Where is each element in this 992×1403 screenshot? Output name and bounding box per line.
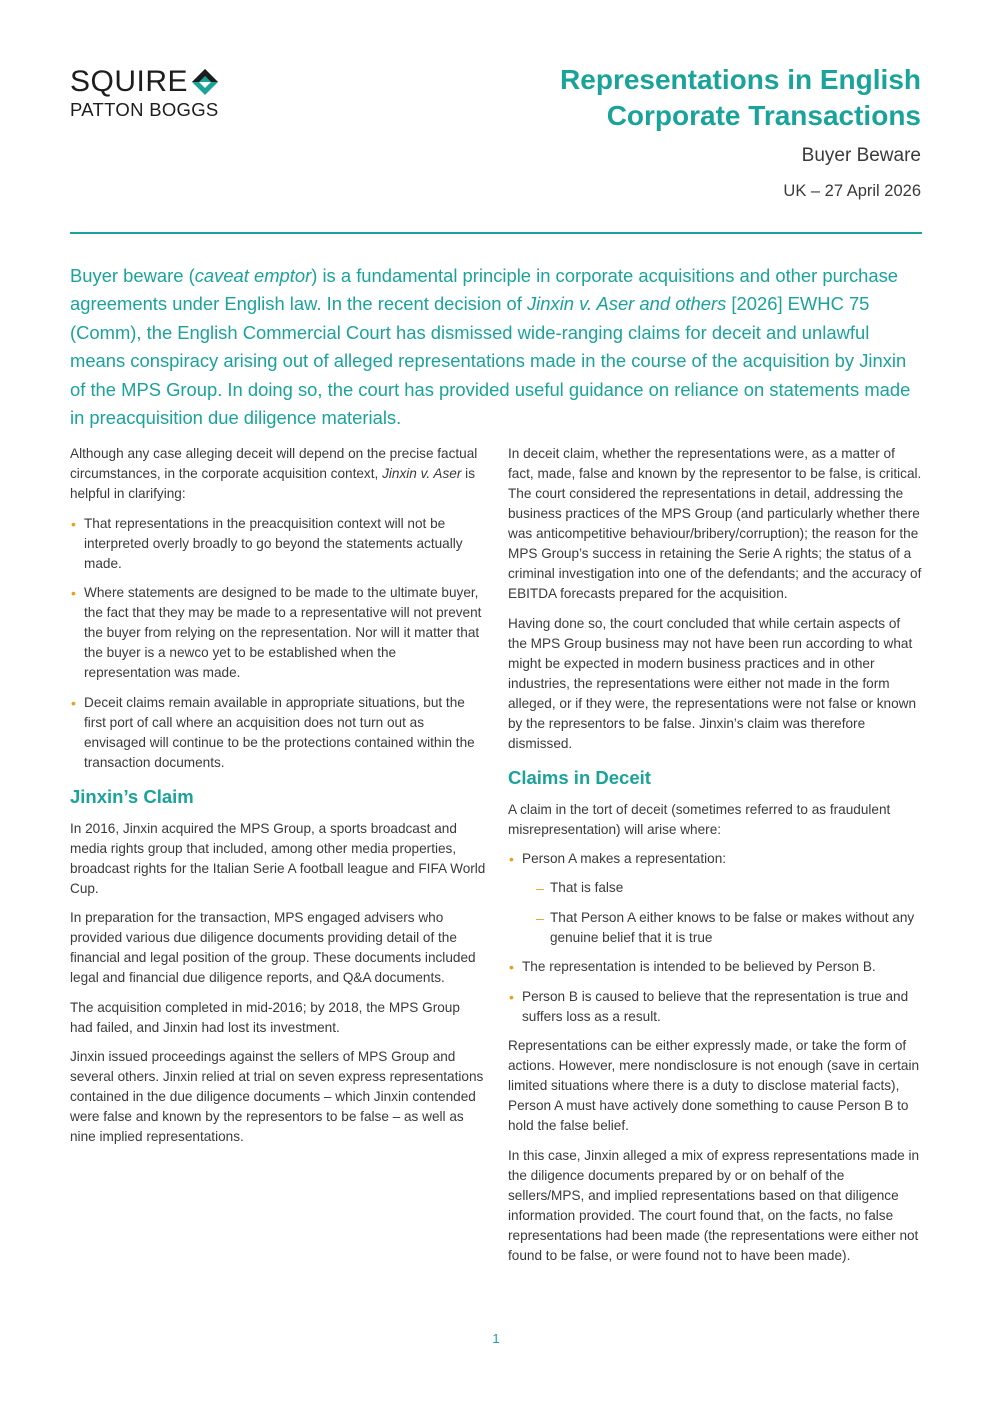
intro-paragraph <box>70 262 922 432</box>
left-opening-text-a: Although any case alleging deceit will depend on the precise factual circumstances, in the corporate acquisition context, <box>70 446 478 481</box>
list-item: • The representation is intended to be believed by Person B. <box>508 957 922 977</box>
document-subtitle: Buyer Beware <box>801 145 921 166</box>
title-line-2: Corporate Transactions <box>606 100 921 131</box>
intro-text-2: ) is a fundamental principle in corporate acquisitions and other purchase agreements under English law. In the recent decision of <box>70 265 899 315</box>
list-item: • Deceit claims remain available in appropriate situations, but the first port of call where an acquisition does not turn out as envisaged will continue to be the protections contained within the transaction documents. <box>70 693 486 773</box>
intro-emphasis-1: caveat emptor <box>194 265 312 286</box>
deceit-bullet-list <box>508 849 922 1027</box>
paragraph: In preparation for the transaction, MPS engaged advisers who provided various due diligence documents providing detail of the financial and legal position of the group. These documents included legal and financial due diligence reports, and Q&A documents. <box>70 910 476 985</box>
logo-wordmark <box>70 66 219 98</box>
list-item-text: Person A makes a representation: <box>522 851 727 866</box>
section-heading-claims-in-deceit: Claims in Deceit <box>508 766 651 788</box>
paragraph: In 2016, Jinxin acquired the MPS Group, a sports broadcast and media rights group that included, among other media properties, broadcast rights for the Italian Serie A football league and FIFA World Cup. <box>70 820 486 896</box>
left-opening-emphasis: Jinxin v. Aser <box>382 466 462 481</box>
list-item: • Where statements are designed to be made to the ultimate buyer, the fact that they may be made to a representative will not prevent the buyer from relying on the representation. Nor will it matter that the buyer is a newco yet to be established when the representation was made. <box>70 583 486 683</box>
title-line-1: Representations in English <box>560 64 921 95</box>
sub-list-item: – That Person A either knows to be false or makes without any genuine belief that it is true <box>522 908 922 948</box>
header <box>560 62 921 202</box>
left-bullet-list <box>70 514 486 773</box>
paragraph: The acquisition completed in mid-2016; by 2018, the MPS Group had failed, and Jinxin had lost its investment. <box>70 999 460 1035</box>
intro-text-1: Buyer beware ( <box>70 265 195 286</box>
right-column <box>508 444 922 1275</box>
paragraph: In deceit claim, whether the representations were, as a matter of fact, made, false and known by the representor to be false, is critical. The court considered the representations in detail, addressing the business practices of the MPS Group (and particularly whether there was anticompetitive behaviour/bribery/corruption); the reason for the MPS Group’s success in retaining the Serie A rights; the status of a criminal investigation into one of the defendants; and the accuracy of EBITDA forecasts prepared for the acquisition. <box>508 446 922 601</box>
page-number: 1 <box>492 1331 500 1346</box>
list-item: • That representations in the preacquisition context will not be interpreted overly broadly to go beyond the statements actually made. <box>70 514 486 574</box>
paragraph: Having done so, the court concluded that while certain aspects of the MPS Group business may not have been run according to what might be expected in modern business practices and in other industries, the representations were either not made in the form alleged, or if they were, the representations were not false or known by the representors to be false. Jinxin’s claim was therefore dismissed. <box>508 615 917 751</box>
left-column <box>70 444 486 1157</box>
sub-list-item: – That is false <box>522 878 922 898</box>
list-item <box>508 849 922 948</box>
header-divider <box>70 232 922 234</box>
logo-line1: SQUIRE <box>70 65 189 98</box>
intro-emphasis-2: Jinxin v. Aser and others <box>526 293 727 315</box>
section-heading-jinxins-claim: Jinxin’s Claim <box>70 785 194 807</box>
deceit-intro-paragraph: A claim in the tort of deceit (sometimes referred to as fraudulent misrepresentation) will arise where: <box>508 801 891 837</box>
paragraph: In this case, Jinxin alleged a mix of express representations made in the diligence documents prepared by or on behalf of the sellers/MPS, and implied representations based on that diligence information provided. The court found that, on the facts, no false representations had been made (the representations were either not found to be false, or were found not to have been made). <box>508 1147 920 1263</box>
logo-line2: PATTON BOGGS <box>70 99 219 120</box>
logo-mark-icon <box>191 68 219 96</box>
paragraph: Representations can be either expressly made, or take the form of actions. However, mere nondisclosure is not enough (save in certain limited situations where there is a duty to disclose material facts), Person A must have actively done something to cause Person B to hold the false belief. <box>508 1038 920 1133</box>
document-date: UK – 27 April 2026 <box>783 182 921 200</box>
intro-text-3: [2026] EWHC 75 (Comm), the English Commercial Court has dismissed wide-ranging claims for deceit and unlawful means conspiracy arising out of alleged representations made in the course of the acquisition by Jinxin of the MPS Group. In doing so, the court has provided useful guidance on reliance on statements made in preacquisition due diligence materials. <box>70 293 911 429</box>
document-title <box>560 62 921 134</box>
left-opening-paragraph <box>70 444 486 504</box>
paragraph: Jinxin issued proceedings against the sellers of MPS Group and several others. Jinxin relied at trial on seven express representations contained in the due diligence documents – which Jinxin contended were false and known by the representors to be false – as well as nine implied representations. <box>70 1049 484 1144</box>
logo <box>70 66 219 121</box>
list-item: • Person B is caused to believe that the representation is true and suffers loss as a result. <box>508 987 922 1027</box>
left-opening-text-b: is helpful in clarifying: <box>70 466 475 501</box>
sub-bullet-list <box>522 878 922 948</box>
